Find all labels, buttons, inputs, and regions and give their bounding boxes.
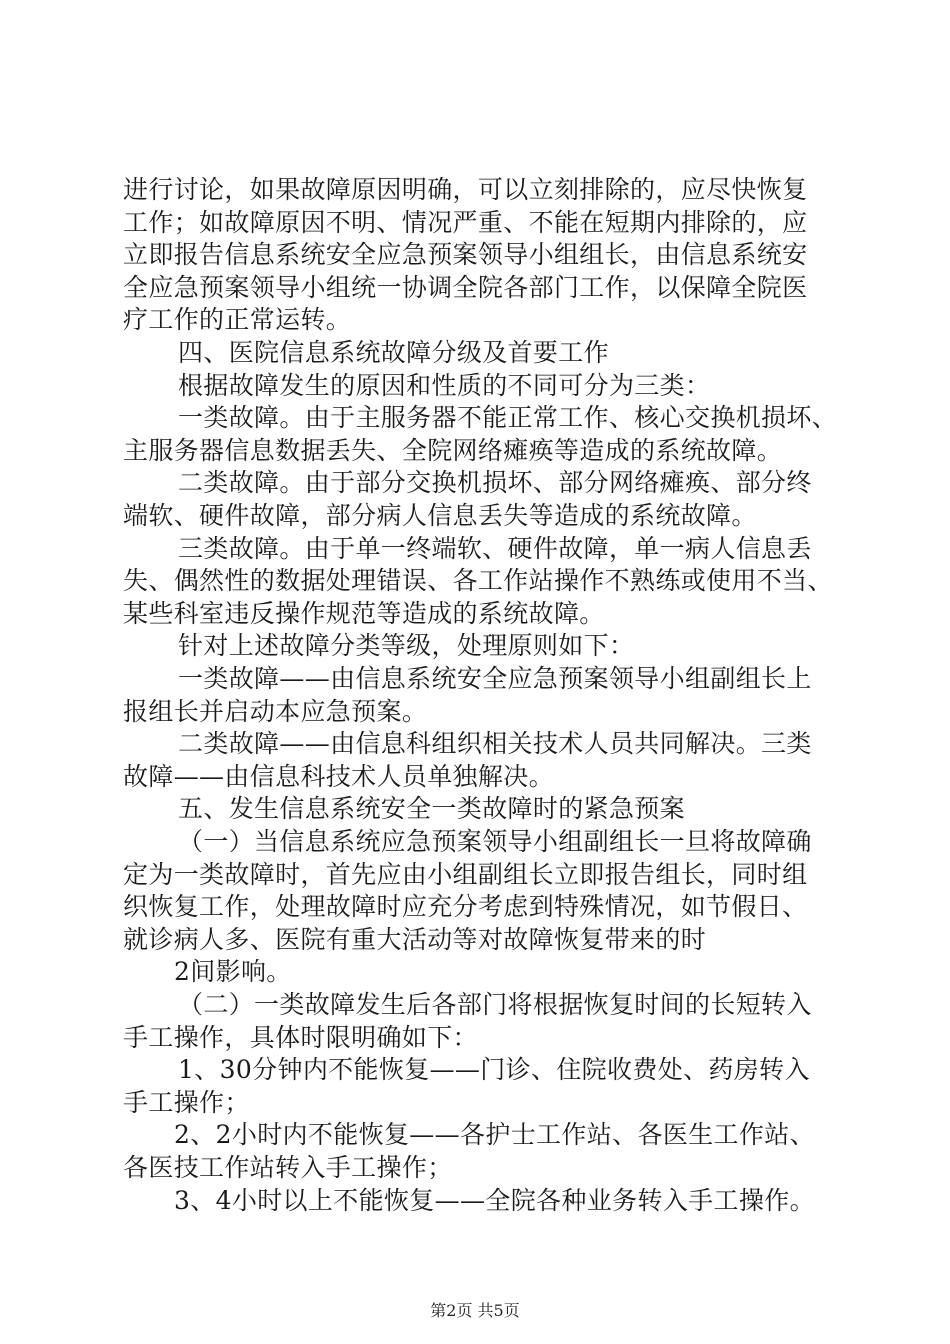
text-line: 根据故障发生的原因和性质的不同可分为三类：	[178, 370, 711, 400]
text-line: 进行讨论，如果故障原因明确，可以立刻排除的，应尽快恢复	[123, 175, 808, 204]
text-line: 端软、硬件故障，部分病人信息丢失等造成的系统故障。	[123, 501, 757, 530]
text-line: 手工操作；	[123, 1087, 250, 1117]
section-heading: 四、医院信息系统故障分级及首要工作	[178, 338, 609, 367]
text-line: 二类故障——由信息科组织相关技术人员共同解决。三类	[178, 729, 812, 759]
page-footer: 第2页 共5页	[430, 1301, 520, 1320]
text-line: 报组长并启动本应急预案。	[123, 696, 428, 726]
text-line: 主服务器信息数据丢失、全院网络瘫痪等造成的系统故障。	[123, 435, 783, 465]
text-line: 故障——由信息科技术人员单独解决。	[123, 761, 554, 791]
text-line: 三类故障。由于单一终端软、硬件故障，单一病人信息丢	[178, 533, 812, 563]
text-line: 手工操作，具体时限明确如下：	[123, 1022, 478, 1052]
text-line: 二类故障。由于部分交换机损坏、部分网络瘫痪、部分终	[178, 468, 812, 498]
text-line: 一类故障——由信息系统安全应急预案领导小组副组长上	[178, 664, 812, 693]
text-line: （二）一类故障发生后各部门将根据恢复时间的长短转入	[178, 990, 812, 1019]
section-heading: 五、发生信息系统安全一类故障时的紧急预案	[178, 794, 686, 824]
text-line: 各医技工作站转入手工操作；	[123, 1153, 453, 1182]
text-line: 全应急预案领导小组统一协调全院各部门工作，以保障全院医	[123, 272, 808, 302]
text-line: 针对上述故障分类等级，处理原则如下：	[178, 631, 635, 661]
text-line: 就诊病人多、医院有重大活动等对故障恢复带来的时	[123, 924, 707, 954]
text-line: 定为一类故障时，首先应由小组副组长立即报告组长，同时组	[123, 859, 808, 889]
text-line: 立即报告信息系统安全应急预案领导小组组长，由信息系统安	[123, 240, 808, 270]
text-line: 一类故障。由于主服务器不能正常工作、核心交换机损坏、	[178, 403, 838, 433]
text-line: （一）当信息系统应急预案领导小组副组长一旦将故障确	[178, 827, 812, 856]
text-line: 1、30分钟内不能恢复——门诊、住院收费处、药房转入	[178, 1055, 810, 1085]
text-line: 2、2小时内不能恢复——各护士工作站、各医生工作站、	[174, 1120, 815, 1150]
text-line: 失、偶然性的数据处理错误、各工作站操作不熟练或使用不当、	[123, 566, 833, 596]
text-line: 某些科室违反操作规范等造成的系统故障。	[123, 598, 605, 628]
text-line: 工作；如故障原因不明、情况严重、不能在短期内排除的，应	[123, 207, 808, 237]
text-line: 3、4小时以上不能恢复——全院各种业务转入手工操作。	[174, 1185, 815, 1215]
text-line: 疗工作的正常运转。	[123, 305, 352, 335]
text-line: 2间影响。	[174, 957, 292, 987]
text-line: 织恢复工作，处理故障时应充分考虑到特殊情况，如节假日、	[123, 892, 808, 922]
